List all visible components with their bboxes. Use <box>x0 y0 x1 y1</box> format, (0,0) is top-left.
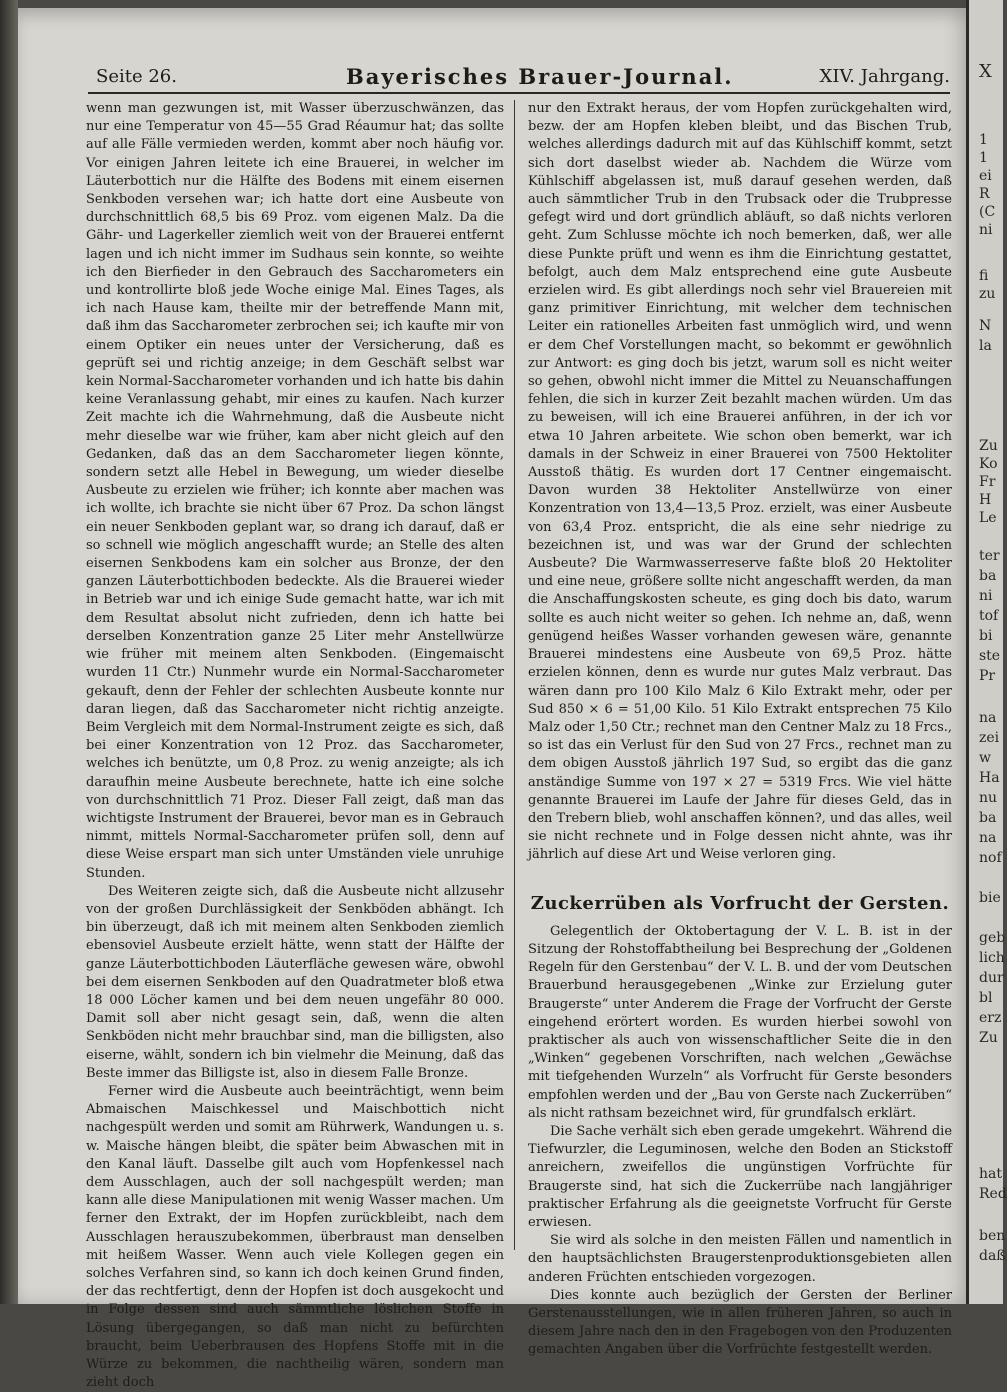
paragraph: Sie wird als solche in den meisten Fällen und namentlich in den hauptsächlichsten Braugerstenproduktionsgebieten allen anderen Früchten entschieden vorgezogen. <box>528 1233 952 1285</box>
adjacent-fragment: hat <box>979 1166 1002 1182</box>
paragraph: wenn man gezwungen ist, mit Wasser überzuschwänzen, das nur eine Temperatur von 45—55 Grad Réaumur hat; das sollte auf alle Fälle vermieden werden, kommt aber noch häufig vor. Vor einigen Jahren leitete ich eine Brauerei, in welcher im Läuterbottich nur die Hälfte des Bodens mit einem eisernen Senkboden versehen war; ich hatte dort eine Ausbeute von durchschnittlich 68,5 bis 69 Proz. vom eigenen Malz. Da die Gähr- und Lagerkeller ziemlich weit von der Brauerei entfernt lagen und ich nicht immer im Sudhaus sein konnte, so weihte ich den Bierfieder in den Gebrauch des Saccharometers ein und kontrollirte bloß jede Woche einige Mal. Eines Tages, als ich nach Hause kam, theilte mir der betreffende Mann mit, daß ihm das Saccharometer zerbrochen sei; ich kaufte mir von einem Optiker ein neues unter der Versicherung, daß es geprüft sei und richtig anzeige; in dem Geschäft selbst war kein Normal-Saccharometer vorhanden und ich hatte bis dahin keine Veranlassung gehabt, mir eines zu kaufen. Nach kurzer Zeit machte ich die Wahrnehmung, daß die Ausbeute nicht mehr dieselbe war wie früher, kam aber nicht gleich auf den Gedanken, daß das an dem Saccharometer liegen könnte, sondern setzt alle Hebel in Bewegung, um wieder dieselbe Ausbeute zu erzielen wie früher; ich konnte aber machen was ich wollte, ich brachte sie nicht über 67 Proz. Da schon längst ein neuer Senkboden geplant war, so drang ich darauf, daß er so schnell wie möglich angeschafft wurde; an Stelle des alten eisernen Senkbodens kam ein solcher aus Bronze, der den ganzen Läuterbottichboden bedeckte. Als die Brauerei wieder in Betrieb war und ich einige Sude gemacht hatte, war ich mit dem Resultat absolut nicht zufrieden, denn ich hatte bei derselben Konzentration ganze 25 Liter mehr Anstellwürze wie früher mit meinem alten Senkboden. (Eingemaischt wurden 11 Ctr.) Nunmehr wurde ein Normal-Saccharometer gekauft, denn der Fehler der schlechten Ausbeute konnte nur daran liegen, daß das Saccharometer nicht richtig anzeigte. Beim Vergleich mit dem Normal-Instrument zeigte es sich, daß bei einer Konzentration von 12 Proz. das Saccharometer, welches ich benützte, um 0,8 Proz. zu wenig anzeigte; als ich daraufhin meine Ausbeute berechnete, hatte ich eine solche von durchschnittlich 71 Proz. Dieser Fall zeigt, daß man das wichtigste Instrument der Brauerei, bevor man es in Gebrauch nimmt, mittels Normal-Saccharometer prüfen soll, denn auf diese Weise erspart man sich unter Umständen viele unruhige Stunden. <box>86 101 504 881</box>
adjacent-fragment: dur <box>979 970 1004 986</box>
page-header <box>96 64 950 90</box>
paragraph: Die Sache verhält sich eben gerade umgekehrt. Während die Tiefwurzler, die Leguminosen, welche den Boden an Stickstoff anreichern, zweifellos die ungünstigen Vorfrüchte für Braugerste sind, hat sich die Zuckerrübe nach langjähriger praktischer Erfahrung als die geeignetste Vorfrucht für Gerste erwiesen. <box>528 1123 953 1230</box>
section-title: Zuckerrüben als Vorfrucht der Gersten. <box>530 892 950 914</box>
adjacent-fragment: la <box>979 338 992 354</box>
adjacent-fragment: ni <box>979 222 993 238</box>
paragraph: Gelegentlich der Oktobertagung der V. L. B. ist in der Sitzung der Rohstoffabtheilung bei Besprechung der „Goldenen Regeln für den Gerstenbau“ der V. L. B. und der vom Deutschen Brauerbund herausgegebenen „Winke zur Erzielung guter Braugerste“ unter Anderem die Frage der Vorfrucht der Gerste eingehend erörtert worden. Es wurden hierbei sowohl von praktischer als auch von wissenschaftlicher Seite die in den „Winken“ gegebenen Vorschriften, nach welchen „Gewächse mit tiefgehenden Wurzeln“ als Vorfrucht für Gerste besonders empfohlen werden und der „Bau von Gerste nach Zuckerrüben“ als nicht rathsam bezeichnet wird, für grundfalsch erklärt. <box>528 923 952 1121</box>
adjacent-fragment: R <box>979 186 990 202</box>
adjacent-fragment: bie <box>979 890 1001 906</box>
adjacent-fragment: 1 <box>979 150 988 166</box>
paragraph: Ferner wird die Ausbeute auch beeinträchtigt, wenn beim Abmaischen Maischkessel und Maischbottich nicht nachgespült werden und somit am Rührwerk, Wandungen u. s. w. Maische hängen bleibt, die später beim Abwaschen mit in den Kanal läuft. Dasselbe gilt auch vom Hopfenkessel nach dem Ausschlagen, auch der soll nachgespült werden; man kann alle diese Manipulationen mit wenig Wasser machen. Um ferner den Extrakt, der im Hopfen zurückbleibt, nach dem Ausschlagen herauszubekommen, überbraust man denselben mit heißem Wasser. Wenn auch viele Kollegen gegen ein solches Verfahren sind, so kann ich doch keinen Grund finden, der das rechtfertigt, denn der Hopfen ist doch ausgekocht und in Folge dessen sind auch sämmtliche löslichen Stoffe in Lösung übergegangen, so daß man nicht zu befürchten braucht, beim Ueberbrausen des Hopfens Stoffe mit in die Würze zu bekommen, die nachtheilig wären, sondern man zieht doch <box>86 1083 504 1391</box>
adjacent-fragment: Ko <box>979 456 998 472</box>
adjacent-fragment: Pr <box>979 668 996 684</box>
adjacent-fragment: N <box>979 318 992 334</box>
right-column <box>528 100 952 1360</box>
adjacent-fragment: zei <box>979 730 1000 746</box>
adjacent-fragment: na <box>979 710 997 726</box>
paragraph: nur den Extrakt heraus, der vom Hopfen zurückgehalten wird, bezw. der am Hopfen kleben bleibt, und das Bischen Trub, welches allerdings dadurch mit auf das Kühlschiff kommt, setzt sich dort daselbst wieder ab. Nachdem die Würze vom Kühlschiff abgelassen ist, muß darauf gesehen werden, daß auch sämmtlicher Trub in den Trubsack oder die Trubpresse gefegt wird und dort gründlich abläuft, so daß nichts verloren geht. Zum Schlusse möchte ich noch bemerken, daß, wer alle diese Punkte prüft und wenn es ihm die Einrichtung gestattet, befolgt, auch dem Malz entsprechend eine gute Ausbeute erzielen wird. Es gibt allerdings noch sehr viel Brauereien mit ganz primitiver Einrichtung, mit welcher dem technischen Leiter ein rationelles Arbeiten fast unmöglich wird, und wenn er dem Chef Vorstellungen macht, so bekommt er gewöhnlich zur Antwort: es ging doch bis jetzt, warum soll es nicht weiter so gehen, obwohl nicht immer die Mittel zu Neuanschaffungen fehlen, die sich in kurzer Zeit bezahlt machen würden. Um das zu beweisen, will ich eine Brauerei anführen, in der ich vor etwa 10 Jahren arbeitete. Wie schon oben bemerkt, war ich damals in der Schweiz in einer Brauerei von 7500 Hektoliter Ausstoß thätig. Es wurden dort 17 Centner eingemaischt. Davon wurden 38 Hektoliter Anstellwürze von einer Konzentration von 13,4—13,5 Proz. erzielt, was einer Ausbeute von 63,4 Proz. entspricht, die als eine sehr niedrige zu bezeichnen ist, und was war der Grund der schlechten Ausbeute? Die Warmwasserreserve faßte bloß 20 Hektoliter und eine neue, größere sollte nicht angeschafft werden, da man die Anschaffungskosten scheute, es ging doch bis dato, warum sollte es auch nicht weiter so gehen. Ich nehme an, daß, wenn genügend heißes Wasser vorhanden gewesen wäre, genannte Brauerei mindestens eine Ausbeute von 69,5 Proz. hätte erzielen können, denn es wurde nur gutes Malz verbraut. Das wären dann pro 100 Kilo Malz 6 Kilo Extrakt mehr, oder per Sud 850 × 6 = 51,00 Kilo. 51 Kilo Extrakt entsprechen 75 Kilo Malz oder 1,50 Ctr.; rechnet man den Centner Malz zu 18 Frcs., so ist das ein Verlust für den Sud von 27 Frcs., rechnet man zu dem obigen Ausstoß jährlich 197 Sud, so ergibt das die ganz anständige Summe von 197 × 27 = 5319 Frcs. Wie viel hätte genannte Brauerei im Laufe der Jahre für dieses Geld, das in den Trebern blieb, wohl anschaffen können?, und das alles, weil sie nicht rechnete und in Folge dessen nicht ahnte, was ihr jährlich auf diese Art und Weise verloren ging. <box>528 101 952 863</box>
adjacent-fragment: 1 <box>979 132 988 148</box>
adjacent-fragment: Red <box>979 1186 1007 1202</box>
adjacent-fragment: ste <box>979 648 1001 664</box>
adjacent-fragment: w <box>979 750 991 766</box>
adjacent-fragment: X <box>979 61 992 82</box>
paragraph: Dies konnte auch bezüglich der Gersten der Berliner Gerstenausstellungen, wie in allen früheren Jahren, so auch in diesem Jahre nach den in den Fragebogen von den Produzenten gemachten Angaben über die Vorfrüchte festgestellt werden. <box>528 1287 952 1358</box>
adjacent-fragment: Ha <box>979 770 1000 786</box>
page-number: Seite 26. <box>96 66 177 87</box>
header-rule <box>88 92 950 94</box>
adjacent-fragment: erz <box>979 1010 1002 1026</box>
adjacent-fragment: tof <box>979 608 999 624</box>
paragraph: Des Weiteren zeigte sich, daß die Ausbeute nicht allzusehr von der großen Durchlässigkeit der Senkböden abhängt. Ich bin überzeugt, daß ich mit meinem alten Senkboden ziemlich ebensoviel Ausbeute erzielt hätte, wenn statt der Hälfte der ganze Läuterbottichboden Läuterfläche gewesen wäre, obwohl bei dem eisernen Senkboden auf den Quadratmeter bloß etwa 18 000 Löcher kamen und bei dem neuen ungefähr 80 000. Damit soll aber nicht gesagt sein, daß, wenn die alten Senkböden nicht mehr brauchbar sind, man die billigsten, also eiserne, wählt, sondern ich bin vielmehr die Meinung, daß das Beste immer das Billigste ist, also in diesem Falle Bronze. <box>86 883 504 1081</box>
adjacent-fragment: nof <box>979 850 1002 866</box>
adjacent-fragment: (C <box>979 204 996 220</box>
volume-label: XIV. Jahrgang. <box>819 66 950 87</box>
adjacent-fragment: ben <box>979 1228 1006 1244</box>
left-column <box>86 100 504 1392</box>
adjacent-fragment: na <box>979 830 997 846</box>
adjacent-fragment: fi <box>979 268 989 284</box>
adjacent-fragment: bl <box>979 990 993 1006</box>
journal-title: Bayerisches Brauer-Journal. <box>346 64 734 89</box>
adjacent-page-edge <box>966 0 1007 1304</box>
adjacent-fragment: daß <box>979 1248 1006 1264</box>
column-divider <box>514 100 515 1250</box>
adjacent-fragment: ter <box>979 548 1000 564</box>
adjacent-fragment: ni <box>979 588 993 604</box>
adjacent-fragment: Zu <box>979 1030 998 1046</box>
adjacent-fragment: geb <box>979 930 1006 946</box>
adjacent-fragment: zu <box>979 286 996 302</box>
adjacent-fragment: Fr <box>979 474 996 490</box>
adjacent-fragment: ba <box>979 810 997 826</box>
adjacent-fragment: Zu <box>979 438 998 454</box>
adjacent-fragment: H <box>979 492 992 508</box>
adjacent-fragment: bi <box>979 628 993 644</box>
adjacent-fragment: Le <box>979 510 997 526</box>
adjacent-fragment: nu <box>979 790 998 806</box>
adjacent-fragment: lich <box>979 950 1005 966</box>
left-page-shadow <box>0 0 18 1304</box>
adjacent-fragment: ba <box>979 568 997 584</box>
adjacent-fragment: ei <box>979 168 992 184</box>
